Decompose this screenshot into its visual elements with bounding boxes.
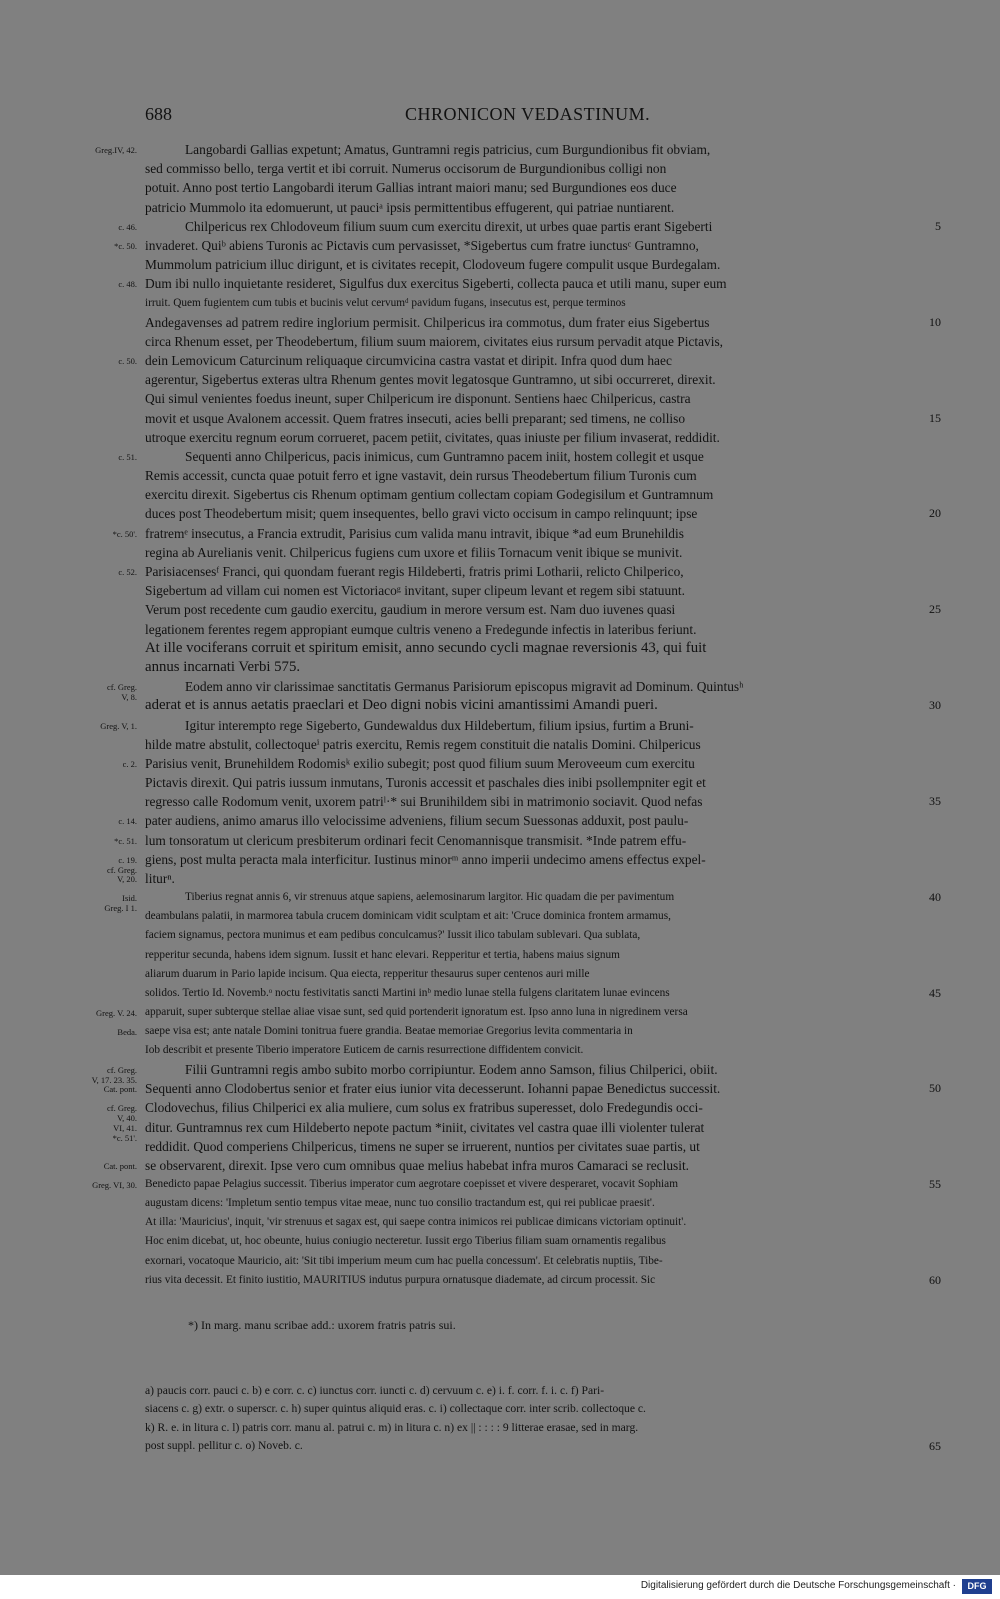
line-text: dein Lemovicum Caturcinum reliquaque circumvicina castra vastat et diripit. Infra quod dum haec bbox=[145, 352, 672, 368]
text-line bbox=[145, 926, 921, 945]
margin-reference: c. 46. bbox=[118, 221, 137, 232]
text-line bbox=[145, 370, 921, 389]
text-line bbox=[145, 965, 921, 984]
text-line bbox=[145, 773, 921, 792]
text-line bbox=[112, 1118, 921, 1143]
line-text: Qui simul venientes foedus ineunt, super Chilpericum ire disponunt. Sentiens haec Chilpericus, castra bbox=[145, 391, 691, 407]
text-line bbox=[145, 907, 921, 926]
text-line bbox=[107, 850, 921, 875]
line-text: Eodem anno vir clarissimae sanctitatis Germanus Parisiorum episcopus migravit ad Dominum. Quintusʰ bbox=[185, 679, 744, 695]
page-header bbox=[145, 104, 925, 132]
line-text: reddidit. Quod comperiens Chilpericus, timens ne super se irruerent, nuntios per civitates suae partis, ut bbox=[145, 1138, 700, 1154]
margin-reference: Greg. V, 1. bbox=[100, 720, 137, 731]
line-text: Chilpericus rex Chlodoveum filium suum cum exercitu direxit, ut urbes quae partis erant Sigeberti bbox=[185, 218, 713, 234]
margin-reference: V, 20. bbox=[117, 874, 137, 885]
text-line bbox=[103, 1156, 921, 1175]
text-line bbox=[145, 428, 921, 447]
text-line bbox=[118, 811, 921, 830]
line-text: utroque exercitu regnum eorum corrueret, pacem petiit, civitates, quas iniuste per filium invaserat, reddidit. bbox=[145, 429, 720, 445]
text-line bbox=[145, 504, 941, 523]
text-line bbox=[145, 543, 921, 562]
text-line bbox=[92, 1175, 941, 1194]
note-line bbox=[145, 1400, 921, 1418]
text-line bbox=[145, 735, 921, 754]
text-line bbox=[118, 274, 921, 293]
line-number: 30 bbox=[929, 698, 941, 713]
line-number: 20 bbox=[929, 506, 941, 521]
note-line bbox=[145, 1382, 921, 1400]
line-text: Hoc enim dicebat, ut, hoc obeunte, huius coniugio necteretur. Iussit ergo Tiberius filiam suam ornamentis regalibus bbox=[145, 1235, 666, 1248]
margin-reference: Cat. pont. bbox=[103, 1161, 137, 1171]
line-text: Sequenti anno Chilpericus, pacis inimicus, cum Guntramno pacem iniit, hostem collegit et usque bbox=[185, 448, 704, 464]
line-text: Verum post recedente cum gaudio exercitu, gaudium in merore versum est. Nam duo iuvenes quasi bbox=[145, 602, 676, 618]
line-text: movit et usque Avalonem accessit. Quem fratres insecuti, acies belli preparant; sed timens, ne colliso bbox=[145, 410, 686, 426]
text-line bbox=[145, 159, 921, 178]
line-text: repperitur secunda, habens idem signum. Iussit et hanc elevari. Repperitur et tertia, habens maius signum bbox=[145, 948, 620, 961]
text-line bbox=[145, 1271, 941, 1290]
text-line bbox=[117, 869, 921, 888]
line-text: liturⁿ. bbox=[145, 871, 175, 887]
text-line bbox=[104, 888, 941, 914]
line-text: Dum ibi nullo inquietante resideret, Sigulfus dux exercitus Sigeberti, collecta pauca et utili manu, super eum bbox=[145, 276, 727, 292]
margin-reference: cf. Greg. V, 40. bbox=[107, 1103, 137, 1124]
line-text: Parisius venit, Brunehildem Rodomisᵏ exilio subegit; post quod filium suum Meroveeum cum exercitu bbox=[145, 755, 695, 771]
line-text: Sigebertum ad villam cui nomen est Victoriacoᵍ invitant, super clipeum levant et regem sibi statuunt. bbox=[145, 583, 685, 599]
margin-reference: c. 2. bbox=[122, 758, 137, 769]
text-line bbox=[145, 1232, 921, 1251]
text-line bbox=[145, 792, 941, 811]
note-line bbox=[145, 1437, 941, 1455]
margin-reference: c. 51. bbox=[118, 451, 137, 462]
line-text: At illa: 'Mauricius', inquit, 'vir strenuus et sagax est, qui saepe contra inimicos rei publicae dimicans victoriam optinuit'. bbox=[145, 1216, 687, 1229]
text-line bbox=[107, 677, 921, 703]
line-text: k) R. e. in litura c. l) patris corr. manu al. patrui c. m) in litura c. n) ex || : : : : 9 litterae erasae, sed in marg. bbox=[145, 1420, 639, 1434]
line-text: regresso calle Rodomum venit, uxorem patriˡ·* sui Brunihildem sibi in matrimonio sociavit. Quod nefas bbox=[145, 794, 703, 810]
line-text: annus incarnati Verbi 575. bbox=[145, 658, 301, 675]
footer-credit: Digitalisierung gefördert durch die Deutsche Forschungsgemeinschaft · bbox=[640, 1580, 956, 1591]
text-line bbox=[107, 1098, 921, 1124]
text-line bbox=[145, 389, 921, 408]
text-line bbox=[145, 581, 921, 600]
line-text: a) paucis corr. pauci c. b) e corr. c. c) iunctus corr. iuncti c. d) cervuum c. e) i. f. corr. f. i. c. f) Pari- bbox=[145, 1384, 605, 1397]
line-number: 60 bbox=[929, 1272, 941, 1287]
text-line bbox=[145, 1252, 921, 1271]
text-line bbox=[145, 1194, 921, 1213]
line-text: agerentur, Sigebertus exteras ultra Rhenum gentes movit legatosque Guntramno, ut sibi occurreret, direxit. bbox=[145, 372, 716, 388]
margin-reference: Isid. Greg. I 1. bbox=[104, 893, 137, 914]
text-line bbox=[145, 255, 921, 274]
line-number: 10 bbox=[929, 314, 941, 329]
text-line bbox=[145, 485, 921, 504]
margin-reference: cf. Greg. V, 17. 23. 35. bbox=[91, 1065, 137, 1086]
line-number: 5 bbox=[935, 218, 941, 233]
dfg-logo[interactable]: DFG bbox=[962, 1579, 992, 1594]
line-text: Filii Guntramni regis ambo subito morbo corripiuntur. Eodem anno Samson, filius Chilperici, obiit. bbox=[185, 1062, 718, 1078]
line-text: circa Rhenum esset, per Theodebertum, filium suum maiorem, civitates eius rursum pervadit atque Pictavis, bbox=[145, 333, 724, 349]
margin-reference: Greg. VI, 30. bbox=[92, 1180, 137, 1191]
text-line bbox=[145, 294, 921, 313]
line-text: patricio Mummolo ita edomuerunt, ut pauciᵃ ipsis permittentibus effugerent, qui patriae nuntiarent. bbox=[145, 199, 675, 215]
critical-apparatus bbox=[145, 1382, 941, 1456]
line-text: faciem signamus, pectora munimus et eam pedibus conculcamus?' Iussit ilico tabulam sublevari. Qua sublata, bbox=[145, 929, 641, 942]
margin-reference: c. 50. bbox=[118, 355, 137, 366]
text-line bbox=[145, 620, 921, 639]
line-text: Igitur interempto rege Sigeberto, Gundewaldus dux Hildebertum, filium ipsius, furtim a Bruni- bbox=[185, 717, 694, 733]
line-text: Parisiacensesᶠ Franci, qui quondam fuerant regis Hildeberti, fratris primi Lotharii, relicto Chilperico, bbox=[145, 564, 684, 580]
line-text: sed commisso bello, terga vertit et ibi corruit. Numerus occisorum de Burgundionibus colligi non bbox=[145, 161, 667, 177]
text-line bbox=[145, 639, 921, 658]
note-line bbox=[145, 1419, 921, 1437]
line-text: fratremᵉ insecutus, a Francia extrudit, Parisius cum valida manu intravit, ibique *ad eum Brunehildis bbox=[145, 525, 684, 541]
text-line bbox=[122, 754, 921, 773]
line-number: 45 bbox=[929, 985, 941, 1000]
text-line bbox=[145, 946, 921, 965]
text-line bbox=[100, 716, 921, 735]
line-text: exornari, vocatoque Mauricio, ait: 'Sit tibi imperium meum cum hac puella concessum'. Et celebratis nuptiis, Tibe- bbox=[145, 1254, 663, 1267]
page-number: 688 bbox=[145, 104, 172, 124]
text-line bbox=[145, 466, 921, 485]
text-line bbox=[145, 178, 921, 197]
line-number: 35 bbox=[929, 794, 941, 809]
margin-reference: VI, 41. *c. 51'. bbox=[112, 1122, 137, 1143]
margin-reference: Greg. V. 24. bbox=[95, 1007, 137, 1018]
footer-bar bbox=[0, 1575, 1000, 1599]
line-text: lum tonsoratum ut clericum presbiterum ordinari fecit Cenomannisque transmisit. *Inde patrem effu- bbox=[145, 832, 687, 848]
text-line bbox=[145, 409, 941, 428]
line-number: 15 bbox=[929, 410, 941, 425]
text-line bbox=[114, 831, 921, 850]
text-line bbox=[118, 562, 921, 581]
text-line bbox=[145, 1213, 921, 1232]
line-text: apparuit, super subterque stellae aliae visae sunt, sed quid portenderit ignoratum est. Ipso anno luna in nigredinem versa bbox=[145, 1005, 688, 1018]
text-line bbox=[145, 1041, 921, 1060]
line-text: hilde matre abstulit, collectoqueⁱ patris exercitu, Remis regem constituit die natalis Domini. Chilpericus bbox=[145, 736, 701, 752]
text-line bbox=[145, 600, 941, 619]
margin-reference: c. 52. bbox=[118, 567, 137, 578]
line-text: Benedicto papae Pelagius successit. Tiberius imperator cum aegrotare coepisset et vivere desperaret, vocavit Sophiam bbox=[145, 1178, 678, 1191]
text-line bbox=[117, 1022, 921, 1041]
line-number: 65 bbox=[929, 1439, 941, 1454]
line-text: pater audiens, animo amarus illo velocissime adveniens, filium secum Suessonas adduxit, post paulu- bbox=[145, 813, 689, 829]
line-text: deambulans palatii, in marmorea tabula crucem dominicam vidit sculptam et ait: 'Cruce dominica frontem armamus, bbox=[145, 910, 671, 923]
text-line bbox=[145, 984, 941, 1003]
margin-reference: c. 14. bbox=[118, 816, 137, 827]
line-text: invaderet. Quiᵇ abiens Turonis ac Pictavis cum pervasisset, *Sigebertus cum fratre iunctusᶜ Guntramno, bbox=[145, 237, 699, 253]
text-line bbox=[118, 447, 921, 466]
line-text: regina ab Aurelianis venit. Chilpericus fugiens cum uxore et filiis Tornacum venit ibique se munivit. bbox=[145, 544, 683, 560]
text-line bbox=[91, 1060, 921, 1086]
margin-reference: *c. 50. bbox=[114, 240, 137, 251]
text-line bbox=[112, 524, 921, 543]
text-line bbox=[103, 1079, 941, 1098]
margin-reference: *c. 51. bbox=[114, 835, 137, 846]
line-text: duces post Theodebertum misit; quem insequentes, bello gravi victo occisum in campo relinquunt; ipse bbox=[145, 506, 698, 522]
line-number: 40 bbox=[929, 890, 941, 905]
line-text: Iob describit et presente Tiberio imperatore Euticem de carnis resurrectione diffidentem convicit. bbox=[145, 1043, 584, 1056]
line-text: siacens c. g) extr. o superscr. c. h) super quintus aliquid eras. c. i) collectaque corr. inter scrib. collectoque c. bbox=[145, 1402, 646, 1416]
line-text: solidos. Tertio Id. Novemb.ᵒ noctu festivitatis sancti Martini inᵇ medio lunae stella fulgens claritatem lunae evincens bbox=[145, 986, 670, 999]
line-text: Langobardi Gallias expetunt; Amatus, Guntramni regis patricius, cum Burgundionibus fit obviam, bbox=[185, 142, 711, 157]
margin-reference: Beda. bbox=[117, 1026, 137, 1037]
text-line bbox=[145, 696, 941, 715]
main-text bbox=[91, 140, 941, 1290]
marginal-footnote: *) In marg. manu scribae add.: uxorem fratris patris sui. bbox=[188, 1318, 456, 1332]
margin-reference: *c. 50'. bbox=[112, 528, 137, 539]
line-text: augustam dicens: 'Impletum sentio tempus vitae meae, nunc tuo consilio tractandum est, qui rei publicae praesit'. bbox=[145, 1197, 655, 1210]
line-text: exercitu direxit. Sigebertus cis Rhenum optimam gentium collectam copiam Godegisilum et Guntramnum bbox=[145, 487, 714, 503]
line-text: aderat et is annus aetatis praeclari et Deo digni nobis vicini amantissimi Amandi pueri. bbox=[145, 697, 658, 714]
line-text: giens, post multa peracta mala interficitur. Iustinus minorᵐ anno imperii undecimo amens effectus expel- bbox=[145, 851, 706, 867]
text-line bbox=[118, 217, 941, 236]
margin-reference: cf. Greg. V, 8. bbox=[107, 682, 137, 703]
line-text: aliarum duarum in Pario lapide incisum. Qua eiecta, repperitur thesaurus super centenos auri mille bbox=[145, 967, 590, 980]
line-text: Sequenti anno Clodobertus senior et frater eius iunior vita decesserunt. Iohanni papae Benedictus successit. bbox=[145, 1081, 721, 1097]
line-text: saepe visa est; ante natale Domini tonitrua fuere grandia. Beatae memoriae Gregorius levita commentaria in bbox=[145, 1024, 633, 1037]
line-text: Pictavis direxit. Qui patris iussum inmutans, Turonis accessit et paschales dies inibi psollempniter egit et bbox=[145, 775, 706, 791]
text-line bbox=[145, 313, 941, 332]
text-line bbox=[145, 332, 921, 351]
text-line bbox=[95, 140, 921, 159]
line-text: post suppl. pellitur c. o) Noveb. c. bbox=[145, 1439, 303, 1453]
line-text: Remis accessit, cuncta quae potuit ferro et igne vastavit, dein rursus Theodebertum filium Turonis cum bbox=[145, 468, 697, 484]
margin-reference: Greg.IV, 42. bbox=[95, 145, 137, 155]
line-text: Tiberius regnat annis 6, vir strenuus atque sapiens, aelemosinarum largitor. Hic quadam die per pavimentum bbox=[185, 891, 675, 904]
line-text: ditur. Guntramnus rex cum Hildeberto nepote pactum *iniit, civitates vel castra quae illi violenter tulerat bbox=[145, 1119, 705, 1135]
line-number: 55 bbox=[929, 1177, 941, 1192]
line-text: Andegavenses ad patrem redire inglorium permisit. Chilpericus ira commotus, dum frater eius Sigebertus bbox=[145, 314, 710, 330]
line-text: irruit. Quem fugientem cum tubis et bucinis velut cervumᵈ pavidum fugans, insecutus est, perque terminos bbox=[145, 296, 626, 309]
line-text: Clodovechus, filius Chilperici ex alia muliere, cum solus ex fratribus superesset, dolo Fredegundis occi- bbox=[145, 1100, 703, 1116]
line-text: legationem ferentes regem appropiant eumque cultris veneno a Fredegunde infectis in lateribus feriunt. bbox=[145, 621, 697, 637]
line-number: 25 bbox=[929, 602, 941, 617]
line-text: potuit. Anno post tertio Langobardi iterum Gallias intrant maiori manu; sed Burgundiones eos duce bbox=[145, 180, 677, 196]
margin-reference: c. 19. cf. Greg. bbox=[107, 854, 137, 875]
text-line bbox=[95, 1003, 921, 1022]
margin-reference: Cat. pont. bbox=[103, 1084, 137, 1095]
line-text: At ille vociferans corruit et spiritum emisit, anno secundo cycli magnae reversionis 43, qui fuit bbox=[145, 639, 707, 656]
line-text: se observarent, direxit. Ipse vero cum omnibus quae melius habebat infra muros Camaraci se reclusit. bbox=[145, 1158, 690, 1173]
text-line bbox=[145, 1137, 921, 1156]
line-text: rius vita decessit. Et finito iustitio, MAURITIUS indutus purpura ornatusque diademate, ad circum processit. Sic bbox=[145, 1273, 656, 1286]
text-line bbox=[145, 658, 921, 677]
text-line bbox=[145, 198, 921, 217]
margin-reference: c. 48. bbox=[118, 279, 137, 290]
line-number: 50 bbox=[929, 1081, 941, 1096]
line-text: Mummolum patricium illuc dirigunt, et is civitates recepit, Clodoveum fugere compulit usque Burdegalam. bbox=[145, 257, 721, 273]
text-line bbox=[114, 236, 921, 255]
text-line bbox=[118, 351, 921, 370]
running-title: CHRONICON VEDASTINUM. bbox=[405, 104, 651, 124]
